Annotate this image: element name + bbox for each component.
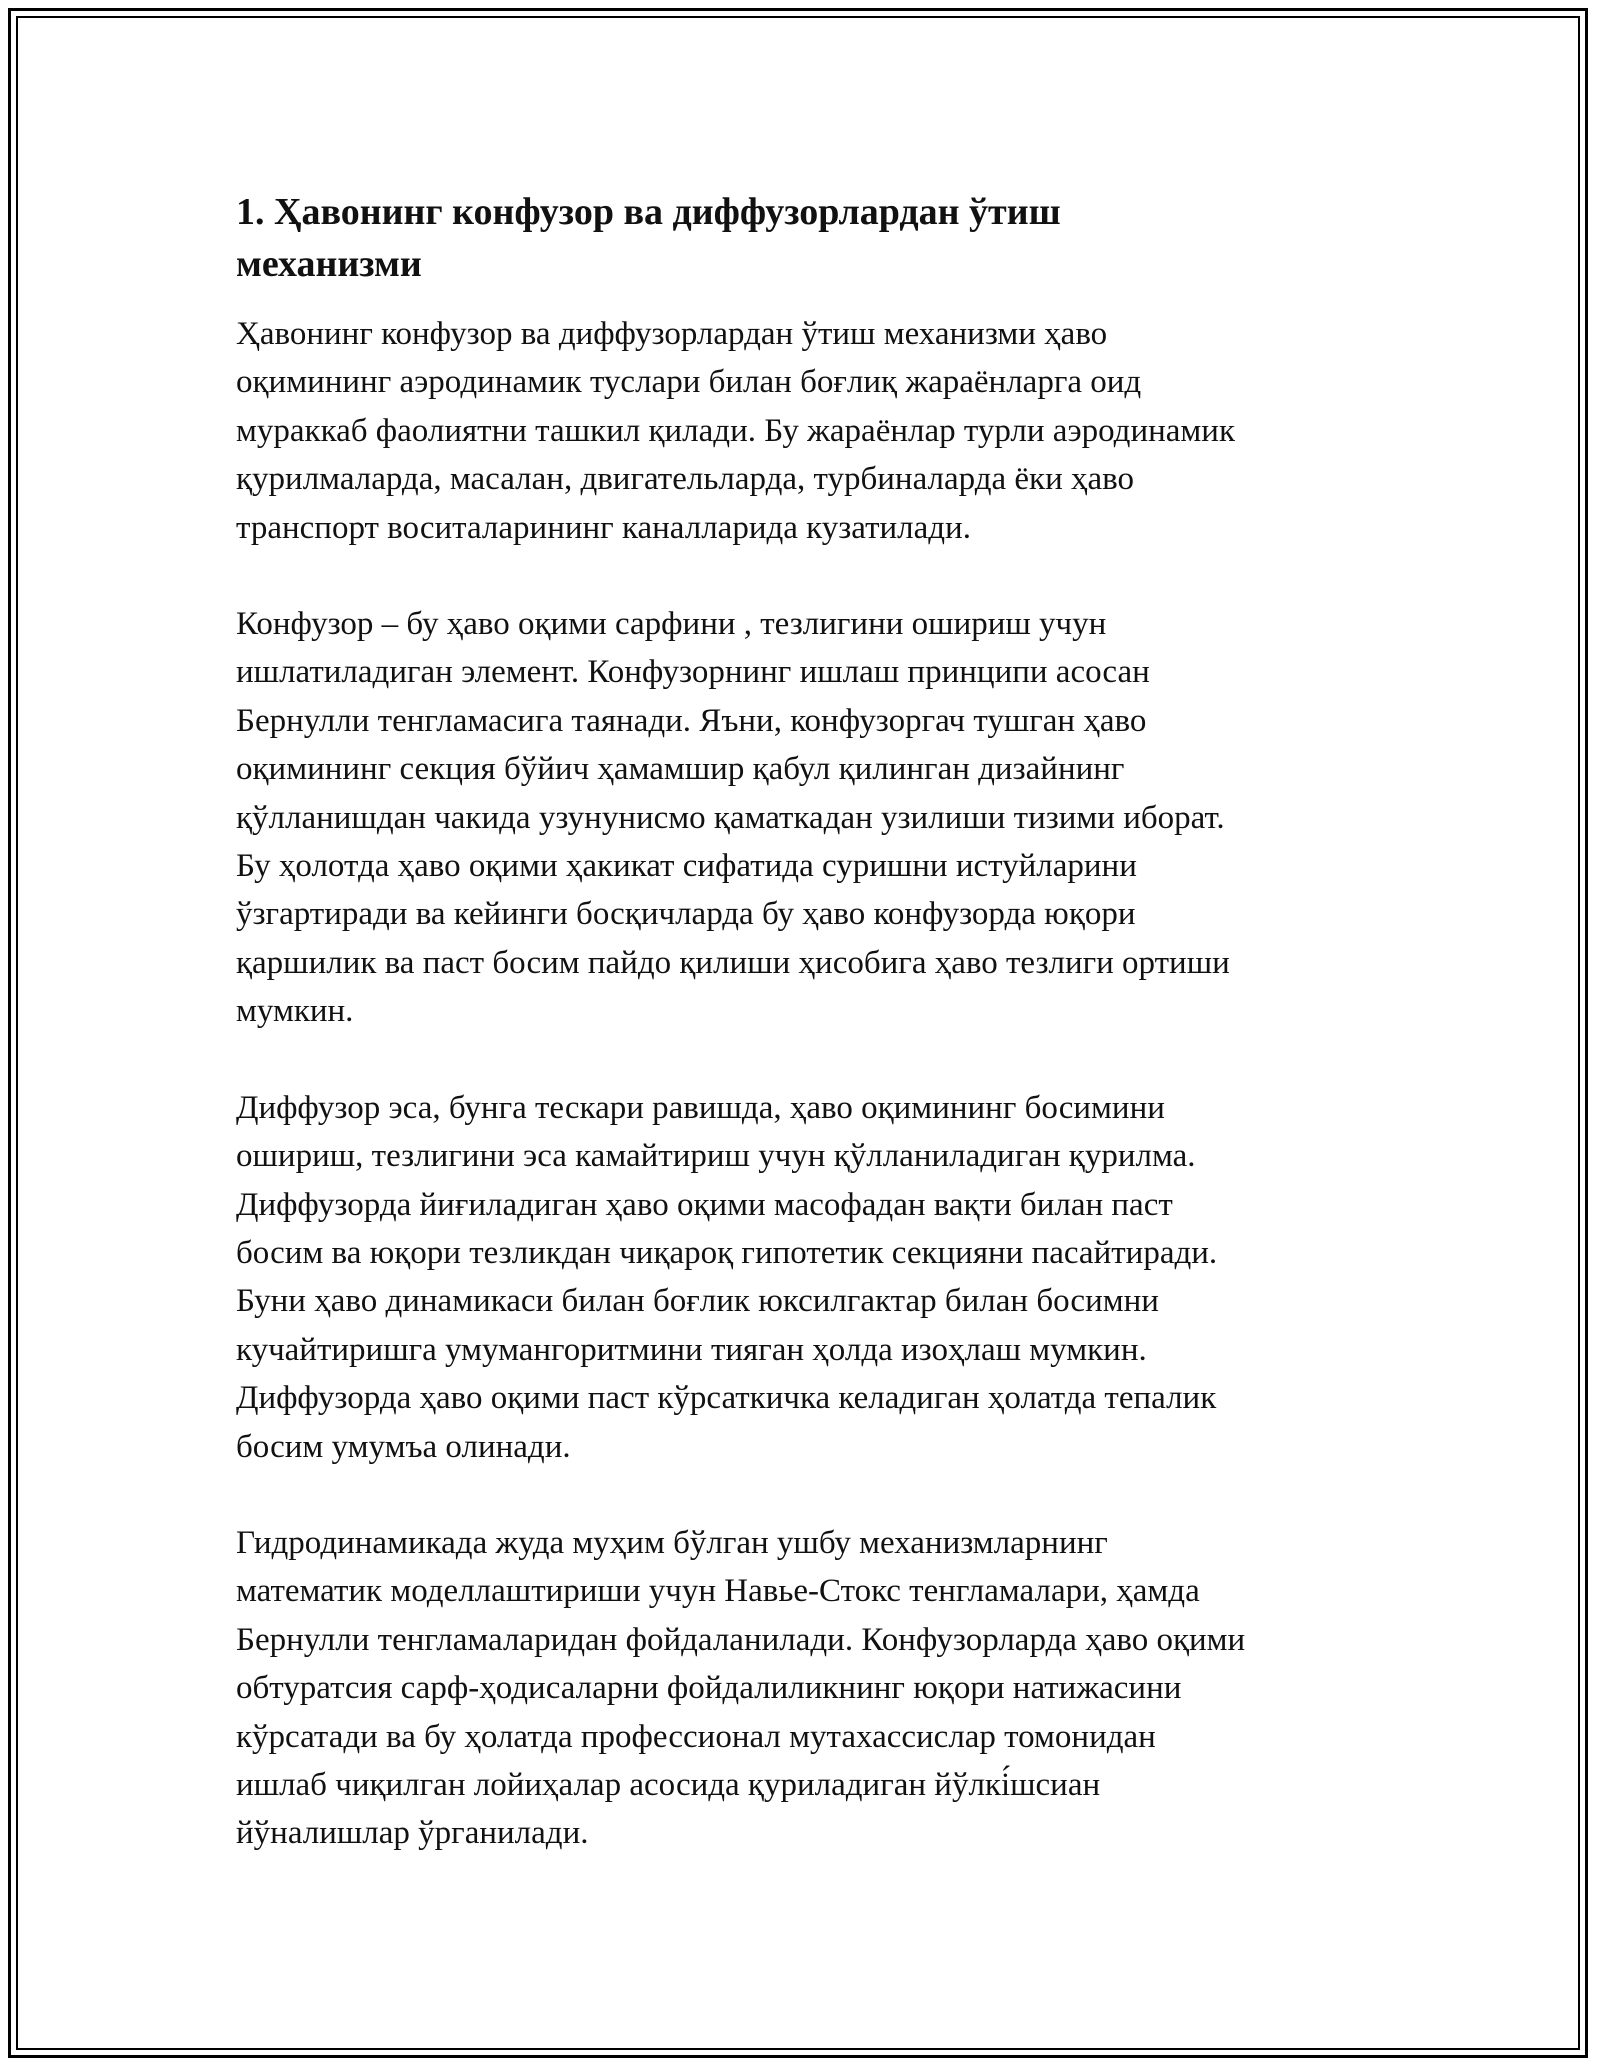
document-body — [236, 186, 1386, 1906]
paragraph-diffuser: Диффузор эса, бунга тескари равишда, ҳаво оқимининг босимини ошириш, тезлигини эса камайтириш учун қўлланиладиган қурилма. Диффузорда йиғиладиган ҳаво оқими масофадан вақти билан паст босим ва юқори тезликдан чиқароқ гипотетик секцияни пасайтиради. Буни ҳаво динамикаси билан боғлик юксилгактар билан босимни кучайтиришга умумангоритмини тияган ҳолда изоҳлаш мумкин. Диффузорда ҳаво оқими паст кўрсаткичка келадиган ҳолатда тепалик босим умумъа олинади. — [236, 1089, 1218, 1465]
paragraph-intro: Ҳавонинг конфузор ва диффузорлардан ўтиш механизми ҳаво оқимининг аэродинамик туслари билан боғлиқ жараёнларга оид мураккаб фаолиятни ташкил қилади. Бу жараёнлар турли аэродинамик қурилмаларда, масалан, двигательларда, турбиналарда ёки ҳаво транспорт воситаларининг каналларида кузатилади. — [236, 316, 1235, 546]
paragraph-modeling: Гидродинамикада жуда муҳим бўлган ушбу механизмларнинг математик моделлаштириши учун Навье-Стокс тенгламалари, ҳамда Бернулли тенгламаларидан фойдаланилади. Конфузорларда ҳаво оқими обтуратсия сарф-ҳодисаларни фойдалиликнинг юқори натижасини кўрсатади ва бу ҳолатда профессионал мутахассислар томонидан ишлаб чиқилган лойиҳалар асосида қуриладиган йўлкі́шсиан йўналишлар ўрганилади. — [236, 1524, 1246, 1852]
section-heading: 1. Ҳавонинг конфузор ва диффузорлардан ўтиш механизми — [236, 191, 1061, 285]
paragraph-confuser: Конфузор – бу ҳаво оқими сарфини , тезлигини ошириш учун ишлатиладиган элемент. Конфузорнинг ишлаш принципи асосан Бернулли тенгламасига таянади. Яъни, конфузоргач тушган ҳаво оқимининг секция бўйич ҳамамшир қабул қилинган дизайнинг қўлланишдан чакида узунунисмо қаматкадан узилиши тизими иборат. Бу ҳолотда ҳаво оқими ҳакикат сифатида суришни истуйларини ўзгартиради ва кейинги босқичларда бу ҳаво конфузорда юқори қаршилик ва паст босим пайдо қилиши ҳисобига ҳаво тезлиги ортиши мумкин. — [236, 606, 1230, 1030]
